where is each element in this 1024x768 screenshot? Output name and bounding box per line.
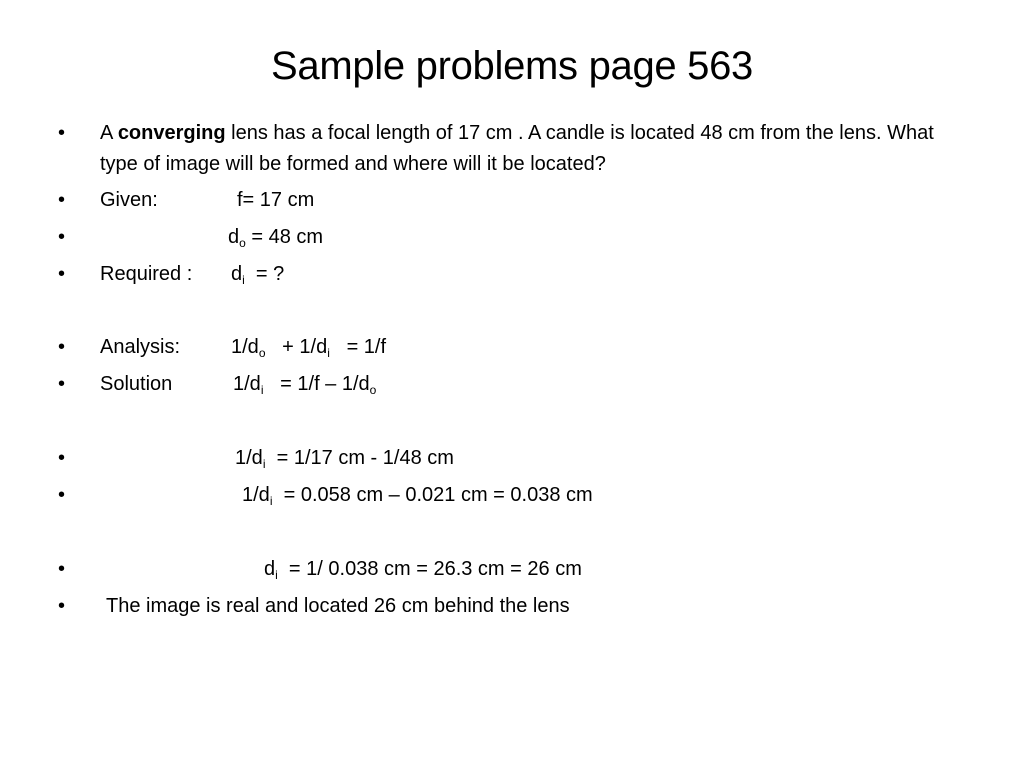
bullet-dot-icon: • <box>58 226 66 248</box>
problem-text: A converging lens has a focal length of 17 cm . A candle is located 48 cm from the lens. What type of image will be formed and where will it be located? <box>100 122 934 175</box>
given-value: f= 17 cm <box>237 189 315 211</box>
bullet-dot-icon: • <box>58 263 66 285</box>
bullet-dot-icon: • <box>58 122 66 144</box>
do-value: $d_o = 48$ cm <box>228 226 324 250</box>
bullet-dot-icon: • <box>58 484 66 506</box>
step2-formula: $1/d_i = 0.058$ cm – 0.021 cm = 0.038 cm <box>242 484 593 508</box>
bullet-dot-icon: • <box>58 447 66 469</box>
required-label: Required : <box>100 263 193 285</box>
bullet-dot-icon: • <box>58 558 66 580</box>
slide-title: Sample problems page 563 <box>271 44 753 88</box>
bullet-dot-icon: • <box>58 189 66 211</box>
bullet-dot-icon: • <box>58 336 66 358</box>
required-value: $d_i$ = ? <box>231 263 285 287</box>
solution-label: Solution <box>100 373 173 395</box>
step3-formula: $d_i = 1/$ 0.038 cm = 26.3 cm = 26 cm <box>264 558 582 582</box>
given-label: Given: <box>100 189 158 211</box>
emphasis-converging: converging <box>117 122 226 144</box>
bullet-dot-icon: • <box>58 595 66 617</box>
analysis-label: Analysis: <box>100 336 181 358</box>
analysis-formula: $1/d_o$ + $1/d_i$ = 1/f <box>231 336 387 360</box>
bullet-dot-icon: • <box>58 373 66 395</box>
conclusion-text: The image is real and located 26 cm behind the lens <box>106 595 570 617</box>
step1-formula: $1/d_i = 1/17$ cm - 1/48 cm <box>235 447 454 471</box>
solution-formula: $1/d_i$ = $1/f - 1/d_o$ <box>233 373 377 397</box>
